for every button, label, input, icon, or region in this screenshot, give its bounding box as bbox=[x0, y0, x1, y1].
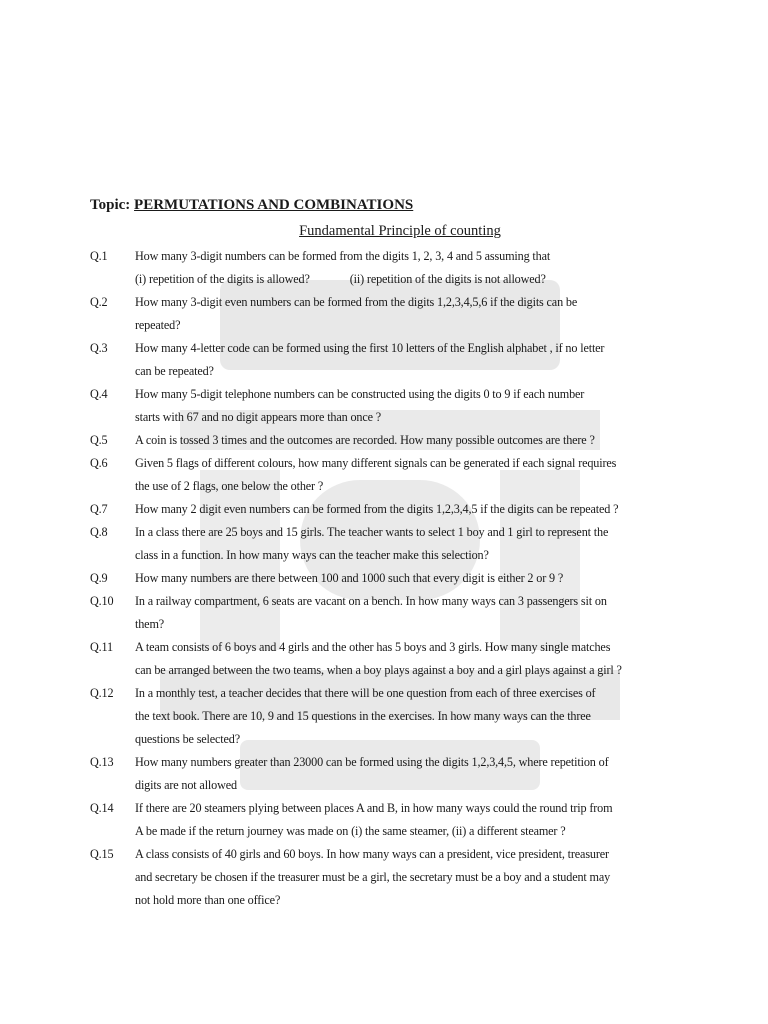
question-number: Q.11 bbox=[90, 640, 113, 654]
question-line: not hold more than one office? bbox=[135, 893, 281, 907]
question-line: How many 3-digit even numbers can be formed from the digits 1,2,3,4,5,6 if the digits can be bbox=[135, 295, 578, 309]
question-line: Given 5 flags of different colours, how many different signals can be generated if each signal requires bbox=[135, 456, 617, 470]
question-number: Q.1 bbox=[90, 249, 108, 263]
question-12 bbox=[90, 682, 680, 751]
question-option-i: (i) repetition of the digits is allowed? bbox=[135, 272, 310, 286]
question-line: can be repeated? bbox=[135, 364, 214, 378]
topic-title: PERMUTATIONS AND COMBINATIONS bbox=[134, 197, 414, 213]
question-number: Q.7 bbox=[90, 502, 108, 516]
question-number: Q.10 bbox=[90, 594, 114, 608]
question-number: Q.3 bbox=[90, 341, 108, 355]
question-line: A coin is tossed 3 times and the outcomes are recorded. How many possible outcomes are there ? bbox=[135, 433, 595, 447]
question-10 bbox=[90, 590, 680, 636]
question-line: How many 3-digit numbers can be formed from the digits 1, 2, 3, 4 and 5 assuming that bbox=[135, 249, 551, 263]
question-1 bbox=[90, 245, 680, 291]
question-line: If there are 20 steamers plying between places A and B, in how many ways could the round trip from bbox=[135, 801, 613, 815]
question-line: class in a function. In how many ways can the teacher make this selection? bbox=[135, 548, 489, 562]
question-line: How many 4-letter code can be formed using the first 10 letters of the English alphabet , if no letter bbox=[135, 341, 605, 355]
question-7 bbox=[90, 498, 680, 521]
question-line: How many numbers greater than 23000 can be formed using the digits 1,2,3,4,5, where repetition of bbox=[135, 755, 609, 769]
question-number: Q.12 bbox=[90, 686, 114, 700]
question-14 bbox=[90, 797, 680, 843]
question-line: How many numbers are there between 100 and 1000 such that every digit is either 2 or 9 ? bbox=[135, 571, 564, 585]
question-line bbox=[135, 268, 680, 291]
question-9 bbox=[90, 567, 680, 590]
question-line: A class consists of 40 girls and 60 boys. In how many ways can a president, vice president, treasurer bbox=[135, 847, 609, 861]
question-6 bbox=[90, 452, 680, 498]
question-line: can be arranged between the two teams, when a boy plays against a boy and a girl plays against a girl ? bbox=[135, 663, 622, 677]
question-line: them? bbox=[135, 617, 165, 631]
topic-prefix: Topic: bbox=[90, 197, 131, 213]
question-number: Q.5 bbox=[90, 433, 108, 447]
question-line: the text book. There are 10, 9 and 15 questions in the exercises. In how many ways can the three bbox=[135, 709, 591, 723]
question-8 bbox=[90, 521, 680, 567]
question-4 bbox=[90, 383, 680, 429]
question-line: A team consists of 6 boys and 4 girls and the other has 5 boys and 3 girls. How many single matches bbox=[135, 640, 611, 654]
question-13 bbox=[90, 751, 680, 797]
question-number: Q.15 bbox=[90, 847, 114, 861]
question-number: Q.2 bbox=[90, 295, 108, 309]
question-15 bbox=[90, 843, 680, 912]
question-line: digits are not allowed bbox=[135, 778, 237, 792]
question-line: How many 5-digit telephone numbers can be constructed using the digits 0 to 9 if each number bbox=[135, 387, 585, 401]
question-line: In a monthly test, a teacher decides that there will be one question from each of three exercises of bbox=[135, 686, 596, 700]
question-line: In a class there are 25 boys and 15 girls. The teacher wants to select 1 boy and 1 girl to represent the bbox=[135, 525, 609, 539]
question-line: In a railway compartment, 6 seats are vacant on a bench. In how many ways can 3 passengers sit on bbox=[135, 594, 607, 608]
question-line: A be made if the return journey was made on (i) the same steamer, (ii) a different steamer ? bbox=[135, 824, 566, 838]
worksheet bbox=[90, 194, 680, 912]
question-line: and secretary be chosen if the treasurer must be a girl, the secretary must be a boy and a student may bbox=[135, 870, 611, 884]
question-3 bbox=[90, 337, 680, 383]
question-option-ii: (ii) repetition of the digits is not allowed? bbox=[349, 272, 546, 286]
question-11 bbox=[90, 636, 680, 682]
question-number: Q.4 bbox=[90, 387, 108, 401]
question-5 bbox=[90, 429, 680, 452]
question-number: Q.6 bbox=[90, 456, 108, 470]
question-line: questions be selected? bbox=[135, 732, 240, 746]
question-number: Q.8 bbox=[90, 525, 108, 539]
question-line: repeated? bbox=[135, 318, 181, 332]
section-subtitle: Fundamental Principle of counting bbox=[299, 223, 501, 239]
question-line: starts with 67 and no digit appears more than once ? bbox=[135, 410, 382, 424]
question-number: Q.14 bbox=[90, 801, 114, 815]
question-line: the use of 2 flags, one below the other ? bbox=[135, 479, 324, 493]
question-number: Q.13 bbox=[90, 755, 114, 769]
question-number: Q.9 bbox=[90, 571, 108, 585]
topic-heading bbox=[90, 194, 680, 216]
question-2 bbox=[90, 291, 680, 337]
question-line: How many 2 digit even numbers can be formed from the digits 1,2,3,4,5 if the digits can be repeated ? bbox=[135, 502, 619, 516]
